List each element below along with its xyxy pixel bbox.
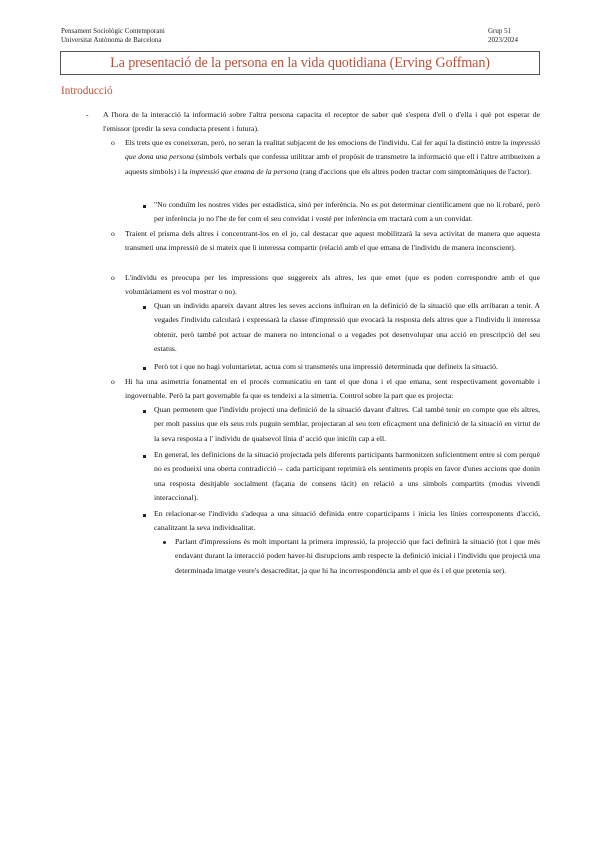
- paragraph-self-prism: Traient el prisma dels altres i concentrant-los en el jo, cal destacar que aquest mobilitzarà la seva activitat de manera que aquesta transmeti una impressió de si mateix que li interessa compartir (relació amb el que emana de l'individu de manera inconscient).: [125, 229, 540, 253]
- emphasis-impression-given: impressió que dona una persona: [125, 138, 540, 162]
- section-heading: Introducció: [61, 85, 113, 97]
- title-box: [60, 51, 540, 75]
- header-left: [61, 27, 165, 44]
- course-name: Pensament Sociològic Contemporani: [61, 27, 165, 35]
- university-name: Universitat Autònoma de Barcelona: [61, 35, 162, 44]
- paragraph-asymmetry: Hi ha una asimetria fonamental en el procés comunicatiu en tant el que dona i el que emana, sent respectivament governable i ingovernable. Però la part governable fa que es tendeixi a la simetria. Control sobre la part que es projecta:: [125, 377, 540, 401]
- paragraph-projection: Quan permetem que l'individu projecti una definició de la situació davant d'altres. Cal també tenir en compte que els altres, per molt passius que els seus rols puguin semblar, projectaran al seu torn eficaçment una definició de la situació en virtut de la seva resposta a l' individu de qualsevol línia d' acció que iniciïn cap a ell.: [154, 405, 540, 443]
- paragraph-harmony: En general, les definicions de la situació projectada pels diferents participants harmonitzen suficientment entre si com perquè no es produeixi una oberta contradicció→ cada participant reprimirà els sentiments propis en favor d'unes accions que donin una resposta desitjable socialment (façana de consens tàcit) en relació a uns símbols compartits (modus vivendi interaccional).: [154, 450, 540, 503]
- paragraph-impression-distinction: [125, 136, 540, 179]
- dash-bullet: -: [86, 110, 89, 119]
- paragraph-interaction-info: A l'hora de la interacció la informació sobre l'altra persona capacita el receptor de saber què s'espera d'ell o d'ella i què pot esperar de l'emissor (predir la seva conducta present i futura).: [103, 110, 540, 134]
- text-segment: (rang d'accions que els altres poden tractar com simptomàtiques de l'actor).: [298, 166, 532, 176]
- text-segment: Els trets que es coneixeran, però, no seran la realitat subjacent de les emocions de l'individu. Cal fer aquí la distinció entre la: [125, 138, 511, 147]
- dot-bullet: [163, 541, 166, 544]
- square-bullet: [143, 306, 146, 309]
- emphasis-impression-emanated: impressió que emana de la persona: [189, 166, 299, 176]
- circle-bullet: o: [111, 377, 115, 386]
- paragraph-impressions-concern: L'individu es preocupa per les impressions que suggereix als altres, les que emet (que es poden correspondre amb el que voluntàriament es vol mostrar o no).: [125, 273, 540, 297]
- circle-bullet: o: [111, 273, 115, 282]
- paragraph-first-impression: Parlant d'impressions és molt important la primera impressió, la projecció que faci definirà la situació (tot i que més endavant durant la interacció poden haver-hi disrupcions amb respecte la definició inicial i l'individu que projectà una determinada imatge veure's desacreditat, ja que hi ha incorrespondència amb el que és i el que pretenia ser).: [175, 537, 540, 575]
- circle-bullet: o: [111, 229, 115, 238]
- paragraph-individual-appears: Quan un individu apareix davant altres les seves accions influiran en la definició de la situació que ells arribaran a tenir. A vegades l'individu calcularà i expressarà la classe d'impressió que evocarà la resposta dels altres que a l'individu li interessa obtenir, però també pot actuar de manera no intencional o a vegades pot desenvolupar una acció en prescripció del seu estatus.: [154, 301, 540, 354]
- paragraph-involuntary: Però tot i que no hagi voluntarietat, actua com si transmetés una impressió determinada que defineix la situació.: [154, 362, 498, 371]
- square-bullet: [143, 410, 146, 413]
- circle-bullet: o: [111, 138, 115, 147]
- text-segment: (símbols verbals que confessa utilitzar amb el propòsit de transmetre la informació que ell i l'altre atribueixen a aquests símbols) i la: [125, 152, 540, 176]
- paragraph-relation: En relacionar-se l'individu s'adequa a una situació definida entre coparticipants i inicia les línies corresponents d'acció, canalitzant la seva individualitat.: [154, 509, 540, 533]
- academic-year: 2023/2024: [488, 35, 518, 44]
- square-bullet: [143, 367, 146, 370]
- square-bullet: [143, 455, 146, 458]
- square-bullet: [143, 514, 146, 517]
- header-right: [488, 27, 518, 44]
- group-label: Grup 51: [488, 27, 512, 35]
- page-title: La presentació de la persona en la vida quotidiana (Erving Goffman): [110, 54, 490, 71]
- square-bullet: [143, 205, 146, 208]
- quote-inference: "No conduïm les nostres vides per estadística, sinó per inferència. No es pot determinar científicament que no li robaré, però per inferència jo no l'he de fer com el seu convidat i vosté per inferència em tractarà com a un convidat.: [154, 200, 540, 224]
